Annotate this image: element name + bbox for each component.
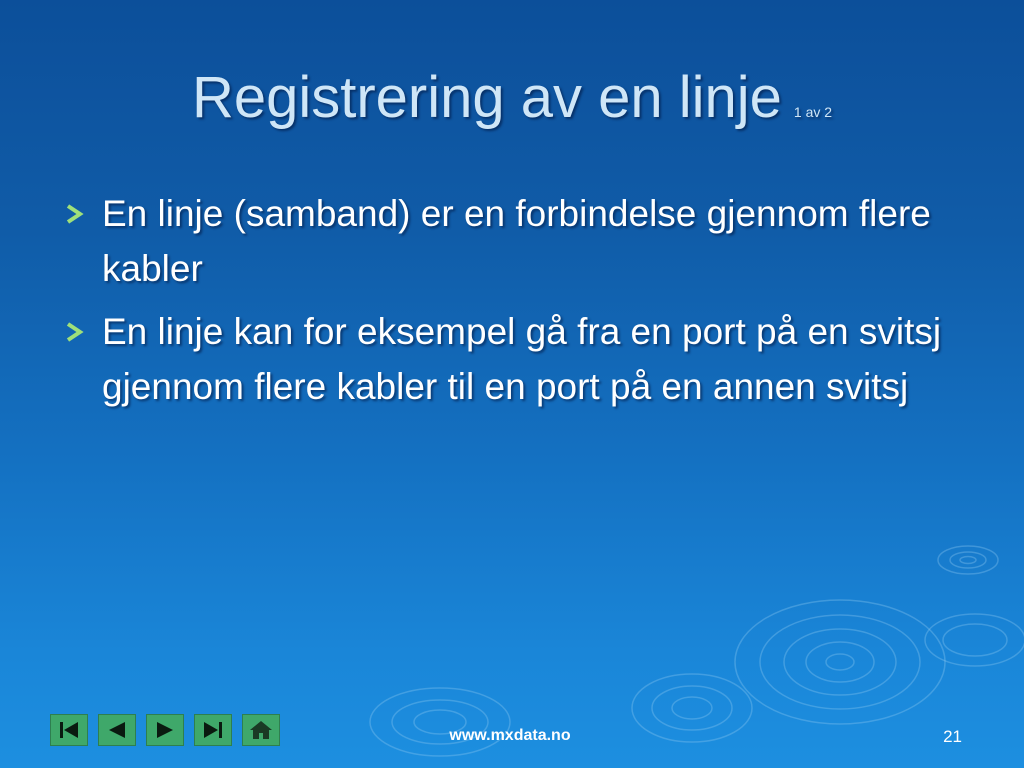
previous-slide-button[interactable] xyxy=(98,714,136,746)
bullet-arrow-icon xyxy=(62,321,88,343)
slide-navigation xyxy=(50,714,280,748)
home-icon xyxy=(248,719,274,741)
bullet-text: En linje (samband) er en forbindelse gjennom flere kabler xyxy=(102,193,931,289)
slide-title xyxy=(0,58,1024,152)
slide-number: 21 xyxy=(943,727,962,746)
title-text: Registrering av en linje xyxy=(191,65,782,130)
footer-url: www.mxdata.no xyxy=(449,727,571,744)
next-slide-button[interactable] xyxy=(146,714,184,746)
first-slide-icon xyxy=(56,719,82,741)
next-slide-icon xyxy=(152,719,178,741)
last-slide-icon xyxy=(200,719,226,741)
home-button[interactable] xyxy=(242,714,280,746)
title-subtitle: 1 av 2 xyxy=(793,104,833,120)
bullet-text: En linje kan for eksempel gå fra en port på en svitsj gjennom flere kabler til en port på en annen svitsj xyxy=(102,311,942,407)
first-slide-button[interactable] xyxy=(50,714,88,746)
previous-slide-icon xyxy=(104,719,130,741)
bullet-arrow-icon xyxy=(62,203,88,225)
bullet-list xyxy=(60,186,970,422)
bullet-item xyxy=(60,186,970,296)
bullet-item xyxy=(60,304,970,414)
last-slide-button[interactable] xyxy=(194,714,232,746)
